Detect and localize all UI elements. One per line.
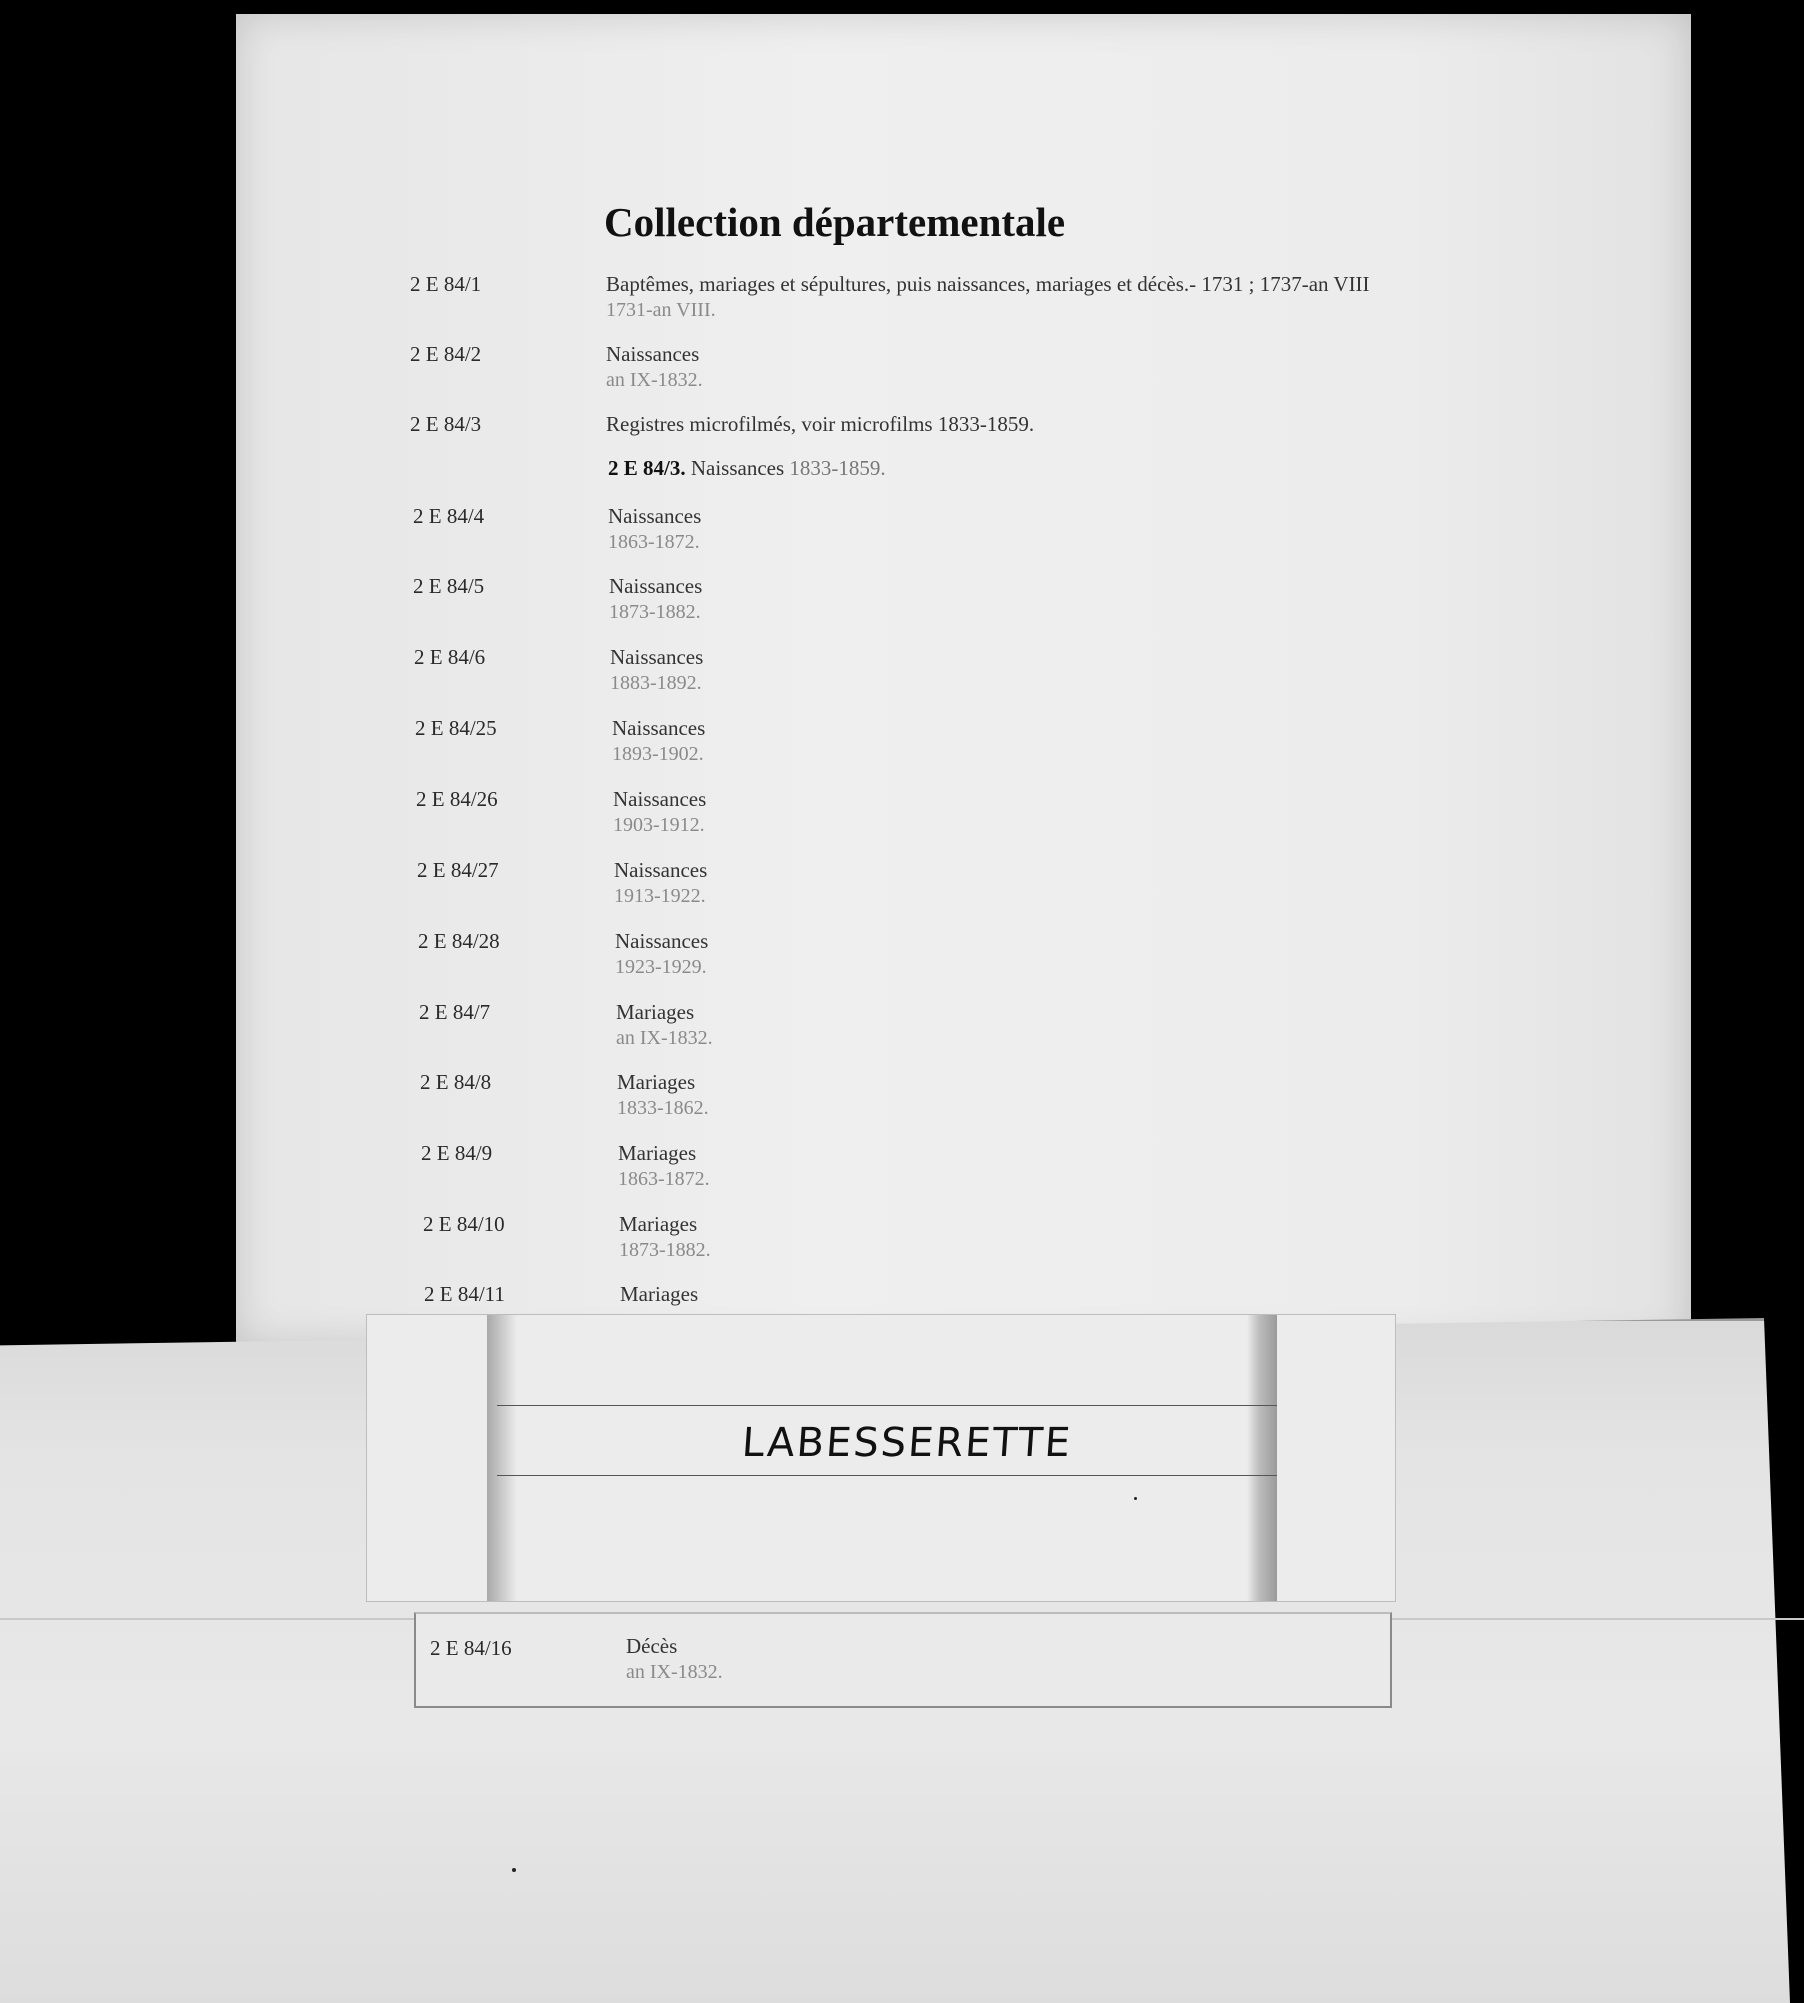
entry-code: 2 E 84/2 (410, 342, 482, 366)
entry-code: 2 E 84/10 (423, 1212, 505, 1236)
microfilm-entry (608, 456, 886, 481)
entry-code: 2 E 84/5 (413, 574, 485, 598)
entry-description: Naissances (609, 574, 703, 598)
entry-dates: an IX-1832. (606, 369, 703, 391)
entry-description: Décès (626, 1634, 678, 1658)
box-label (366, 1314, 1396, 1602)
entry-code: 2 E 84/28 (418, 929, 500, 953)
entry-dates: 1883-1892. (610, 672, 702, 694)
entry-dates: 1863-1872. (618, 1168, 710, 1190)
box-inventory-entry (414, 1612, 1392, 1708)
entry-description: Naissances (612, 716, 706, 740)
entry-description: Mariages (620, 1282, 699, 1306)
entry-code: 2 E 84/7 (419, 1000, 491, 1024)
microfilm-dates: 1833-1859. (789, 456, 886, 480)
entry-dates: an IX-1832. (616, 1027, 713, 1049)
label-rule-bottom (497, 1475, 1277, 1476)
entry-description: Naissances (608, 504, 702, 528)
entry-description: Naissances (613, 787, 707, 811)
label-rule-top (497, 1405, 1277, 1406)
entry-dates: 1833-1862. (617, 1097, 709, 1119)
page-title: Collection départementale (604, 199, 1066, 245)
commune-name: LABESSERETTE (740, 1420, 1074, 1466)
entry-code: 2 E 84/1 (410, 272, 482, 296)
entry-dates: 1913-1922. (614, 885, 706, 907)
entry-code: 2 E 84/6 (414, 645, 486, 669)
entry-description: Naissances (606, 342, 700, 366)
entry-description: Mariages (619, 1212, 698, 1236)
entry-code: 2 E 84/4 (413, 504, 485, 528)
entry-description: Mariages (616, 1000, 695, 1024)
label-holder-right (1247, 1315, 1277, 1601)
microfilm-description: Naissances (690, 456, 785, 480)
entry-dates: 1863-1872. (608, 531, 700, 553)
entry-dates: 1873-1882. (619, 1239, 711, 1261)
entry-description: Mariages (617, 1070, 696, 1094)
entry-description: Registres microfilmés, voir microfilms 1833-1859. (606, 412, 1035, 436)
entry-description: Naissances (610, 645, 704, 669)
entry-dates: 1903-1912. (613, 814, 705, 836)
entry-description: Naissances (614, 858, 708, 882)
entry-dates: 1923-1929. (615, 956, 707, 978)
dust-speck (512, 1868, 516, 1872)
entry-description: Baptêmes, mariages et sépultures, puis naissances, mariages et décès.- 1731 ; 1737-an VIII (606, 272, 1370, 296)
entry-dates: an IX-1832. (626, 1661, 723, 1683)
microfilm-code: 2 E 84/3. (608, 456, 686, 480)
entry-description: Naissances (615, 929, 709, 953)
entry-code: 2 E 84/25 (415, 716, 497, 740)
entry-code: 2 E 84/11 (424, 1282, 505, 1306)
entry-code: 2 E 84/8 (420, 1070, 492, 1094)
entry-code: 2 E 84/3 (410, 412, 482, 436)
entry-code: 2 E 84/27 (417, 858, 499, 882)
entry-code: 2 E 84/26 (416, 787, 498, 811)
entry-dates: 1731-an VIII. (606, 299, 716, 321)
dust-speck (1134, 1497, 1137, 1500)
entry-description: Mariages (618, 1141, 697, 1165)
label-holder-left (487, 1315, 517, 1601)
entry-dates: 1893-1902. (612, 743, 704, 765)
entry-code: 2 E 84/9 (421, 1141, 493, 1165)
entry-dates: 1873-1882. (609, 601, 701, 623)
entry-code: 2 E 84/16 (430, 1636, 512, 1660)
